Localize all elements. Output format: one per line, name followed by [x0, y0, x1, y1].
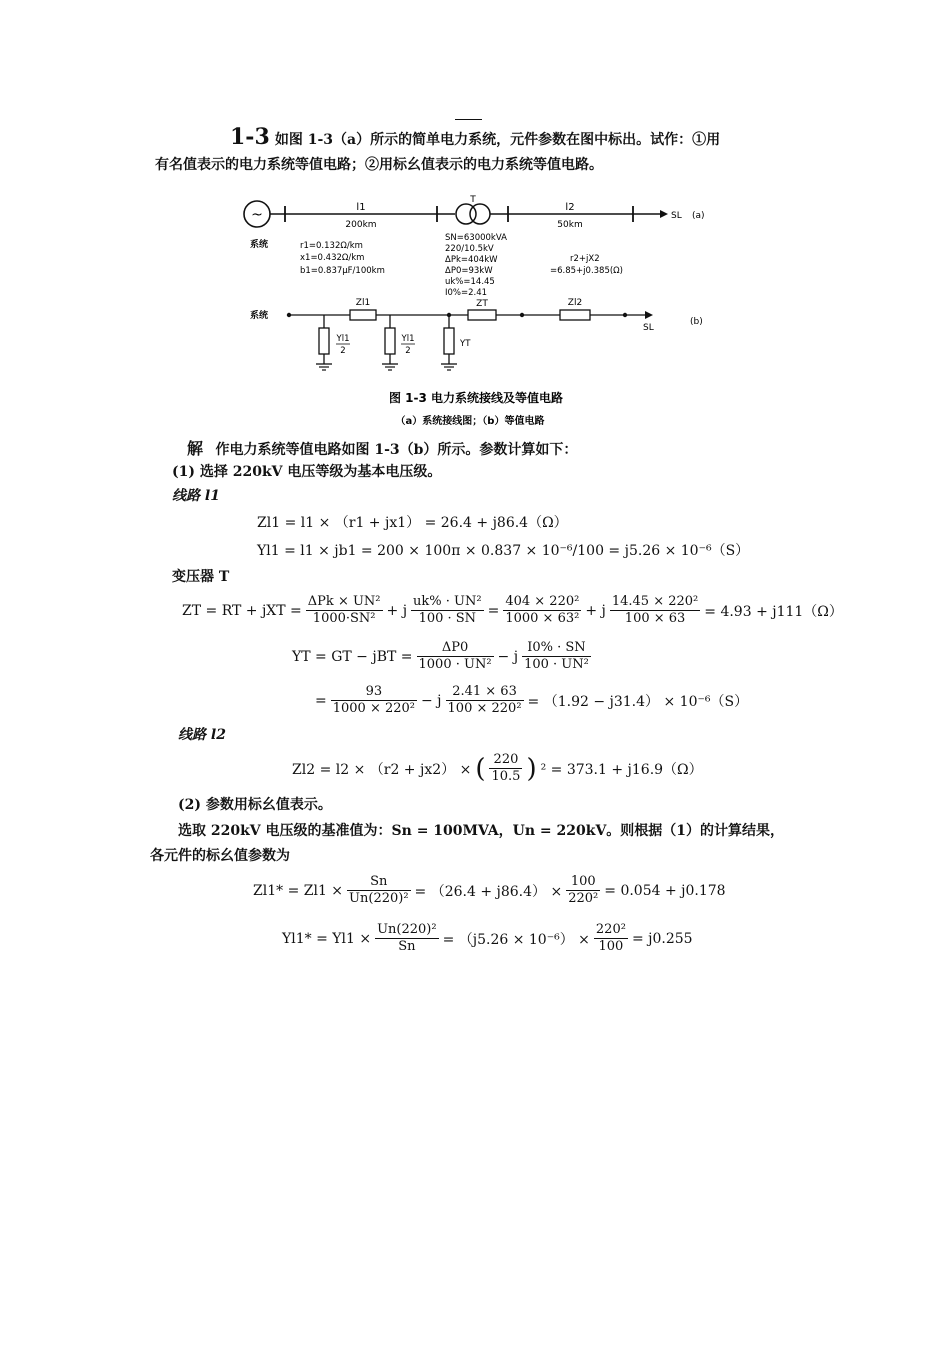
impedance-zt — [468, 310, 496, 320]
zt-eq: = — [487, 602, 500, 619]
transformer-winding-2 — [470, 204, 490, 224]
ypu-frac-1: $\frac{\text{Un(220)²}}{Sn}$ — [377, 922, 437, 954]
t-param-uk: uk%=14.45 — [445, 277, 495, 287]
circuit-diagram — [0, 0, 952, 430]
yt-frac-1: $\frac{\Delta P0}{\text{1000 · UN²}}$ — [418, 640, 492, 672]
zt-frac-4: $\frac{\text{14.45 × 220²}}{100 \times 63}$ — [611, 594, 699, 626]
label-zl2: Zl2 — [567, 298, 583, 308]
eq-yt — [292, 640, 591, 673]
t-param-sn: SN=63000kVA — [445, 233, 507, 243]
solution-head: 解 — [187, 439, 204, 458]
impedance-zl1 — [350, 310, 376, 320]
system-label-a: 系统 — [250, 240, 269, 250]
eq-zt — [182, 594, 843, 627]
label-yl1-left-bottom: 2 — [340, 346, 346, 356]
zpu-result: = 0.054 + j0.178 — [604, 882, 726, 899]
problem-line-2: 有名值表示的电力系统等值电路；②用标幺值表示的电力系统等值电路。 — [155, 157, 603, 173]
zt-frac-3: $\frac{\text{404 × 220²}}{\text{1000 × 63²}}$ — [505, 594, 580, 626]
zt-frac-2: $\frac{\text{uk\% · UN²}}{100 \cdot SN}$ — [413, 594, 482, 626]
section-line-l1: 线路 l1 — [172, 488, 220, 504]
problem-line-1: 如图 1-3（a）所示的简单电力系统，元件参数在图中标出。试作：①用 — [274, 132, 721, 148]
section-transformer: 变压器 T — [172, 569, 230, 585]
zl2-lhs: Zl2 = l2 × （r2 + jx2） × — [292, 761, 472, 778]
l1-param-x: x1=0.432Ω/km — [300, 253, 365, 263]
load-label-b: SL — [643, 323, 654, 333]
yt-minus-j-2: − j — [421, 692, 442, 709]
solution-intro-text: 作电力系统等值电路如图 1-3（b）所示。参数计算如下： — [215, 442, 578, 458]
label-zt: ZT — [476, 299, 488, 309]
figure-caption: 图 1-3 电力系统接线及等值电路 — [388, 391, 564, 405]
zt-result: = 4.93 + j111（Ω） — [704, 603, 843, 620]
l2-param-1: r2+jX2 — [570, 254, 600, 264]
load-arrow-b — [645, 311, 653, 319]
label-zl1: Zl1 — [355, 298, 371, 308]
label-l1: l1 — [356, 202, 366, 213]
load-label-a: SL — [671, 211, 682, 221]
shunt-yt — [441, 315, 457, 370]
ypu-result: = j0.255 — [631, 930, 693, 947]
label-yl1-left-top: Yl1 — [336, 334, 350, 344]
eq-yt-numeric — [315, 684, 748, 717]
eq-zl2: Zl2 = l2 × （r2 + jx2） × ( $\frac{220}{10.5}$ ) ² = 373.1 + j16.9（Ω） — [292, 752, 703, 784]
tag-a: (a) — [692, 211, 705, 221]
step-2: (2) 参数用标幺值表示。 — [178, 797, 332, 813]
zpu-lhs: Zl1* = Zl1 × — [253, 882, 344, 899]
t-param-pk: ΔPk=404kW — [445, 255, 498, 265]
section-line-l2: 线路 l2 — [178, 727, 226, 743]
yt-lhs: YT = GT − jBT = — [292, 648, 413, 665]
zt-frac-1: $\frac{\text{ΔPk × UN²}}{\text{1000·SN²}}$ — [307, 594, 381, 626]
problem-number: 1-3 — [230, 124, 270, 150]
node-3 — [623, 313, 627, 317]
generator-tilde: ~ — [251, 207, 263, 223]
node-2 — [520, 313, 524, 317]
step-1: (1) 选择 220kV 电压等级为基本电压级。 — [172, 464, 442, 480]
shunt-yl1-left — [316, 315, 332, 370]
label-l2-length: 50km — [557, 220, 583, 230]
ypu-lhs: Yl1* = Yl1 × — [282, 930, 372, 947]
yt-minus-j: − j — [497, 648, 519, 665]
yt-result: = （1.92 − j31.4） × 10⁻⁶（S） — [527, 693, 749, 710]
system-label-b: 系统 — [250, 311, 269, 321]
figure-subcaption: （a）系统接线图；（b）等值电路 — [395, 416, 545, 427]
yt-frac-2: $\frac{I0\% \cdot SN}{\text{100 · UN²}}$ — [524, 640, 589, 672]
zt-j: + j — [386, 602, 408, 619]
impedance-zl2 — [560, 310, 590, 320]
solution-intro — [187, 436, 577, 459]
shunt-yl1-right — [382, 315, 398, 370]
yt-frac-4: $\frac{2.41 \times 63}{\text{100 × 220²}}$ — [447, 684, 522, 716]
zl2-frac: $\frac{220}{10.5}$ — [491, 752, 521, 784]
ypu-mid: = （j5.26 × 10⁻⁶） × — [442, 931, 590, 948]
eq-zl1-pu — [253, 874, 726, 907]
t-param-i0: I0%=2.41 — [445, 288, 488, 298]
zpu-mid: = （26.4 + j86.4） × — [414, 883, 563, 900]
label-yt: YT — [460, 339, 471, 349]
eq-yl1: Yl1 = l1 × jb1 = 200 × 100π × 0.837 × 10⁻⁶/100 = j5.26 × 10⁻⁶（S） — [257, 543, 750, 559]
label-t: T — [470, 195, 476, 205]
eq-yl1-pu — [282, 922, 693, 955]
tag-b: (b) — [690, 317, 703, 327]
l1-param-b: b1=0.837μF/100km — [300, 266, 385, 276]
eq-zl1: Zl1 = l1 × （r1 + jx1） = 26.4 + j86.4（Ω） — [257, 515, 568, 531]
label-yl1-right-bottom: 2 — [405, 346, 411, 356]
yt2-eq: = — [315, 692, 327, 709]
label-l1-length: 200km — [345, 220, 377, 230]
label-yl1-right-top: Yl1 — [401, 334, 415, 344]
load-arrow-a — [660, 210, 668, 218]
base-line-1: 选取 220kV 电压级的基准值为：Sn = 100MVA，Un = 220kV。则根据（1）的计算结果， — [178, 823, 785, 839]
ypu-frac-2: $\frac{\text{220²}}{100}$ — [595, 922, 626, 954]
l2-param-2: =6.85+j0.385(Ω) — [550, 266, 623, 276]
t-param-ratio: 220/10.5kV — [445, 244, 494, 254]
zpu-frac-1: $\frac{Sn}{\text{Un(220)²}}$ — [349, 874, 409, 906]
t-param-p0: ΔP0=93kW — [445, 266, 493, 276]
zl2-result: ² = 373.1 + j16.9（Ω） — [540, 761, 703, 778]
zt-j-2: + j — [585, 602, 606, 619]
yt-frac-3: $\frac{93}{\text{1000 × 220²}}$ — [332, 684, 415, 716]
zt-lhs: ZT = RT + jXT = — [182, 602, 302, 619]
label-l2: l2 — [565, 202, 575, 213]
base-line-2: 各元件的标幺值参数为 — [150, 848, 290, 864]
l1-param-r: r1=0.132Ω/km — [300, 241, 363, 251]
zpu-frac-2: $\frac{100}{\text{220²}}$ — [568, 874, 599, 906]
